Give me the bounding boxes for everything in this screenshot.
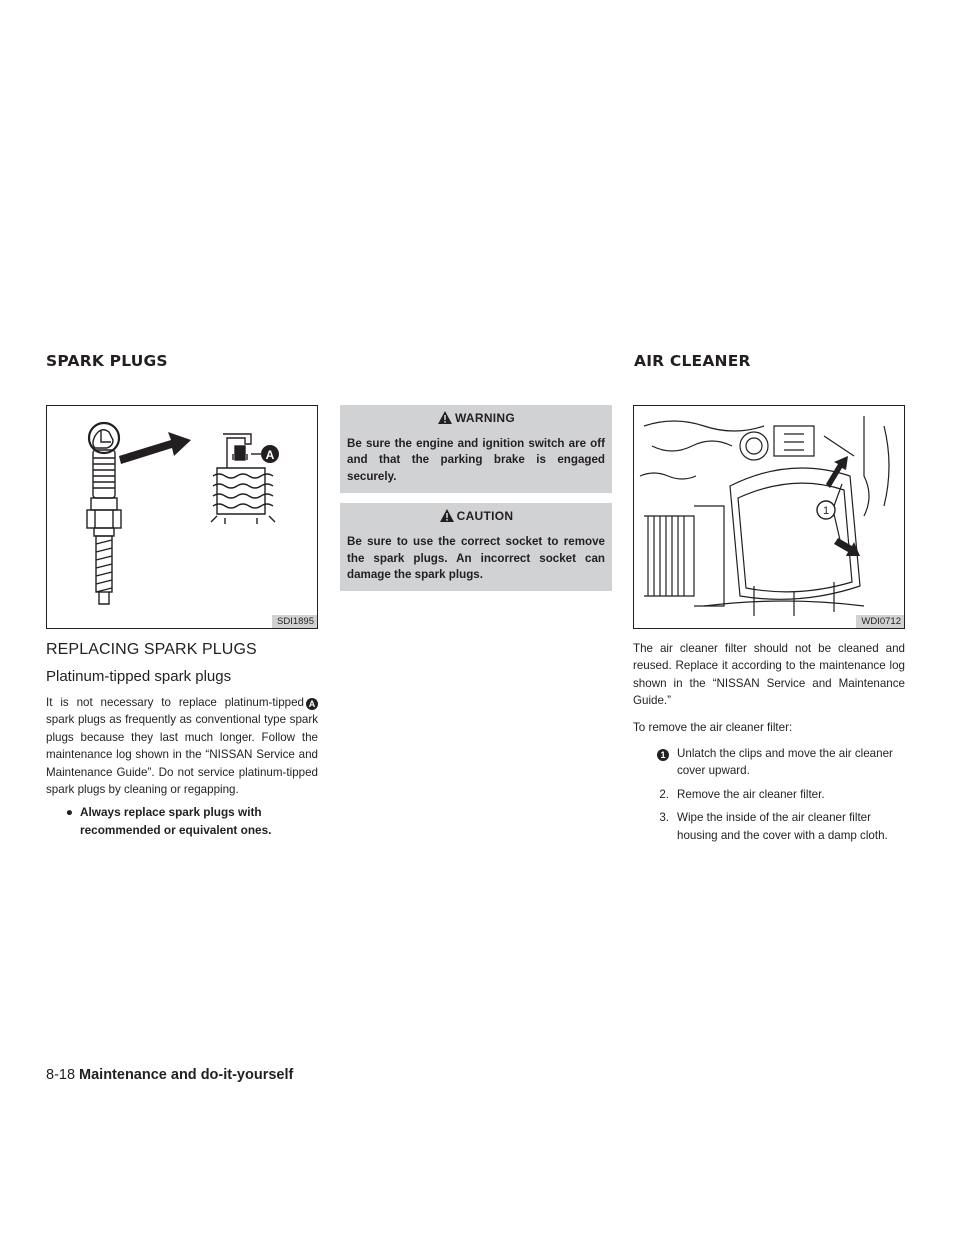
- bullet-icon: ●: [65, 805, 73, 820]
- figure-code: SDI1895: [272, 615, 317, 628]
- spark-plug-paragraph: It is not necessary to replace platinum-tipped A spark plugs as frequently as conventional type spark plugs because they last much longer. Follow the maintenance log shown in the “NISSAN Service and Maintenance Guide”. Do not service platinum-tipped spark plugs by cleaning or regapping.: [46, 696, 318, 797]
- air-cleaner-paragraph: The air cleaner filter should not be cleaned and reused. Replace it according to the maintenance log shown in the “NISSAN Service and Maintenance Guide.”: [633, 642, 905, 708]
- figure-label-a: A: [265, 448, 275, 462]
- subheading-platinum-tipped: Platinum-tipped spark plugs: [46, 668, 232, 685]
- middle-column: [340, 405, 612, 601]
- step-item: [633, 809, 905, 844]
- section-heading-air-cleaner: AIR CLEANER: [634, 352, 751, 370]
- air-cleaner-figure: [633, 405, 905, 629]
- right-column: [633, 405, 905, 850]
- circled-a-marker: A: [306, 698, 318, 710]
- left-column: [46, 405, 318, 839]
- spark-plug-illustration: [47, 406, 317, 628]
- step-text: Unlatch the clips and move the air cleaner cover upward.: [677, 747, 893, 778]
- step-item: [633, 786, 905, 803]
- spark-plug-figure: [46, 405, 318, 629]
- caution-box: [340, 503, 612, 591]
- figure-code: WDI0712: [856, 615, 904, 628]
- figure-label-1: 1: [822, 505, 830, 517]
- caution-title: CAUTION: [347, 503, 605, 530]
- page-number: 8-18: [46, 1067, 76, 1083]
- step-number: 3.: [659, 811, 669, 825]
- removal-steps: [633, 745, 905, 844]
- engine-bay-illustration: [634, 406, 904, 628]
- step-text: Wipe the inside of the air cleaner filter housing and the cover with a damp cloth.: [677, 811, 888, 842]
- subheading-replacing-spark-plugs: REPLACING SPARK PLUGS: [46, 641, 257, 658]
- remove-filter-intro: To remove the air cleaner filter:: [633, 720, 793, 734]
- page-footer: [46, 1066, 293, 1084]
- warning-title: WARNING: [347, 405, 605, 432]
- bullet-text: Always replace spark plugs with recommended or equivalent ones.: [80, 805, 272, 837]
- warning-text: Be sure the engine and ignition switch are off and that the parking brake is engaged securely.: [347, 437, 605, 483]
- step-item: [633, 745, 905, 780]
- warning-box: [340, 405, 612, 493]
- warning-icon: [437, 410, 453, 425]
- chapter-title: Maintenance and do-it-yourself: [79, 1067, 294, 1083]
- section-heading-spark-plugs: SPARK PLUGS: [46, 352, 168, 370]
- bullet-item: [46, 804, 318, 839]
- step-number: 2.: [659, 787, 669, 801]
- caution-icon: [439, 508, 455, 523]
- caution-text: Be sure to use the correct socket to remove the spark plugs. An incorrect socket can damage the spark plugs.: [347, 535, 605, 582]
- step-text: Remove the air cleaner filter.: [677, 787, 825, 801]
- circled-step-1: 1: [657, 749, 669, 761]
